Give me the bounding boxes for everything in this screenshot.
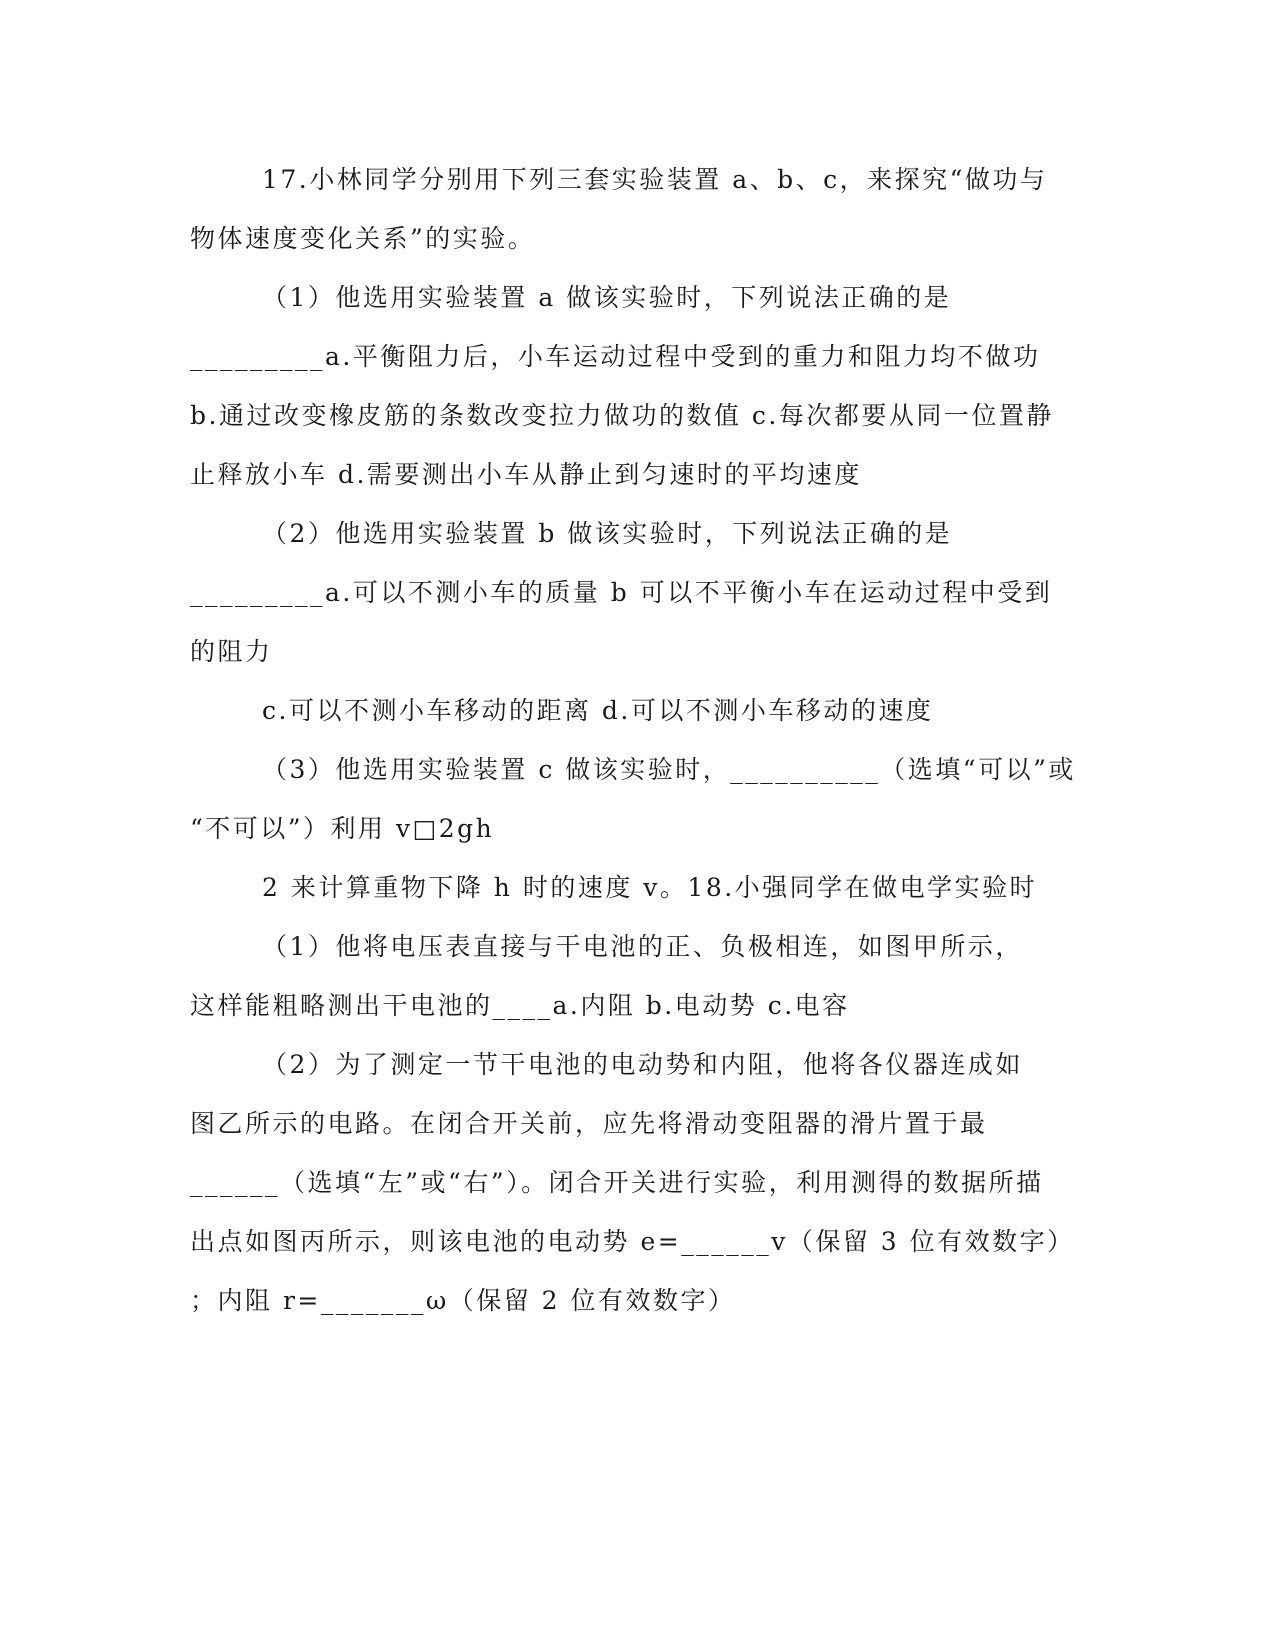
question-18-part-1-options: 这样能粗略测出干电池的____a.内阻 b.电动势 c.电容	[190, 991, 850, 1020]
question-18-part-2-cont-3: 出点如图丙所示，则该电池的电动势 e=______v（保留 3 位有效数字）	[190, 1227, 1075, 1256]
question-18-part-2-cont-4: ；内阻 r=_______ω（保留 2 位有效数字）	[190, 1286, 736, 1315]
question-18-part-2: （2）为了测定一节干电池的电动势和内阻，他将各仪器连成如	[262, 1050, 1023, 1079]
question-17-part-2-options-cd: c.可以不测小车移动的距离 d.可以不测小车移动的速度	[262, 696, 934, 725]
question-17-part-1-options-bc: b.通过改变橡皮筋的条数改变拉力做功的数值 c.每次都要从同一位置静	[190, 401, 1054, 430]
question-17-part-2-options-ab: _________a.可以不测小车的质量 b 可以不平衡小车在运动过程中受到	[190, 578, 1053, 607]
question-17-part-3-cont: “不可以”）利用 v□2gh	[190, 814, 495, 843]
question-18-part-2-cont-1: 图乙所示的电路。在闭合开关前，应先将滑动变阻器的滑片置于最	[190, 1109, 988, 1138]
question-18-part-2-cont-2: ______（选填“左”或“右”）。闭合开关进行实验，利用测得的数据所描	[190, 1168, 1044, 1197]
question-17-part-3: （3）他选用实验装置 c 做该实验时，__________（选填“可以”或	[262, 755, 1076, 784]
question-17-stem: 17.小林同学分别用下列三套实验装置 a、b、c，来探究“做功与	[262, 165, 1048, 194]
question-18-part-1: （1）他将电压表直接与干电池的正、负极相连，如图甲所示，	[262, 932, 1023, 961]
question-17-part-1: （1）他选用实验装置 a 做该实验时，下列说法正确的是	[262, 283, 952, 312]
question-17-part-1-option-d: 止释放小车 d.需要测出小车从静止到匀速时的平均速度	[190, 460, 862, 489]
question-17-part-1-option-a: _________a.平衡阻力后，小车运动过程中受到的重力和阻力均不做功	[190, 342, 1041, 371]
question-17-part-2-option-b-cont: 的阻力	[190, 637, 273, 666]
question-17-stem-cont: 物体速度变化关系”的实验。	[190, 224, 536, 253]
question-18-stem: 2 来计算重物下降 h 时的速度 v。18.小强同学在做电学实验时	[262, 873, 1038, 902]
question-17-part-2: （2）他选用实验装置 b 做该实验时，下列说法正确的是	[262, 519, 953, 548]
